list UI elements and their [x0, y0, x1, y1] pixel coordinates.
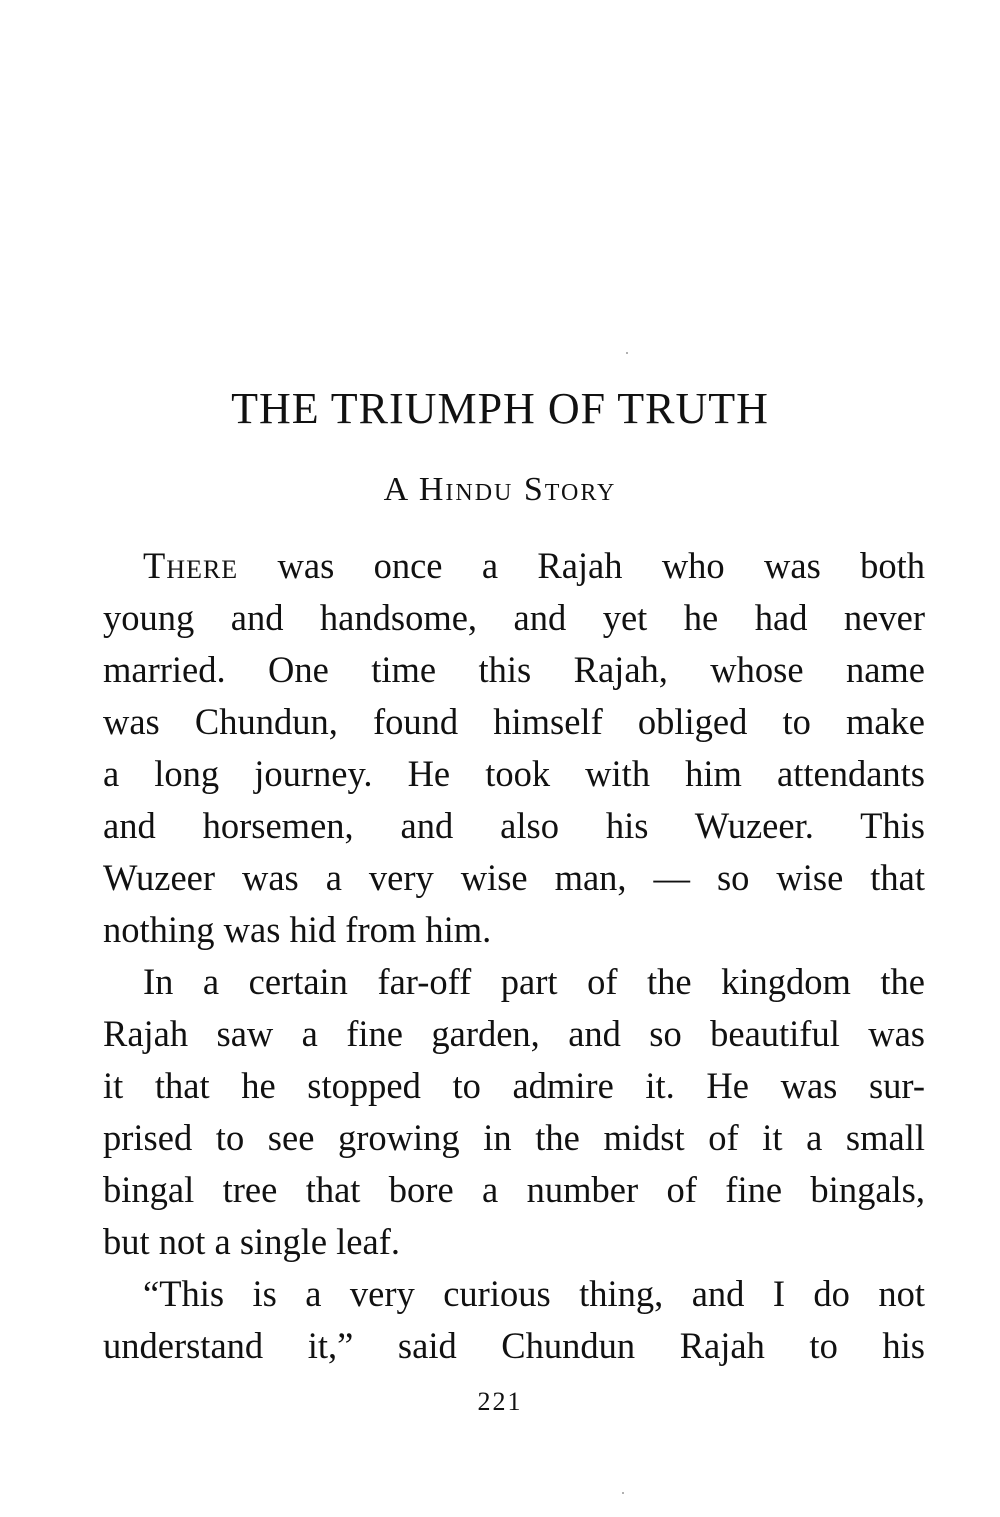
- paragraph-2: [103, 956, 925, 1268]
- body-text: [103, 540, 925, 1372]
- paragraph-3: [103, 1268, 925, 1372]
- text-line: nothing was hid from him.: [103, 909, 492, 950]
- text-line: and horsemen, and also his Wuzeer. This: [103, 805, 925, 846]
- paragraph-1: [103, 540, 925, 956]
- text-line: but not a single leaf.: [103, 1221, 400, 1262]
- text-line: Rajah saw a fine garden, and so beautiful was: [103, 1013, 925, 1054]
- chapter-title: THE TRIUMPH OF TRUTH: [231, 384, 769, 433]
- text-line: Wuzeer was a very wise man, — so wise that: [103, 857, 925, 898]
- text-line: young and handsome, and yet he had never: [103, 597, 925, 638]
- text-line: prised to see growing in the midst of it a small: [103, 1117, 925, 1158]
- paper-speck: [626, 352, 628, 354]
- text-line: was Chundun, found himself obliged to make: [103, 701, 925, 742]
- text-line: married. One time this Rajah, whose name: [103, 649, 925, 690]
- text-line: In a certain far-off part of the kingdom the: [143, 961, 925, 1002]
- paper-speck: [622, 1492, 624, 1494]
- text-line: it that he stopped to admire it. He was sur-: [103, 1065, 925, 1106]
- text-line: a long journey. He took with him attendants: [103, 753, 925, 794]
- chapter-subtitle: A Hindu Story: [383, 471, 617, 508]
- drop-word: There: [143, 545, 239, 586]
- text-line: understand it,” said Chundun Rajah to his: [103, 1325, 925, 1366]
- text-line: There was once a Rajah who was both: [143, 545, 925, 586]
- text-line: “This is a very curious thing, and I do not: [143, 1273, 925, 1314]
- page-number: 221: [477, 1387, 523, 1416]
- text-line: bingal tree that bore a number of fine bingals,: [103, 1169, 925, 1210]
